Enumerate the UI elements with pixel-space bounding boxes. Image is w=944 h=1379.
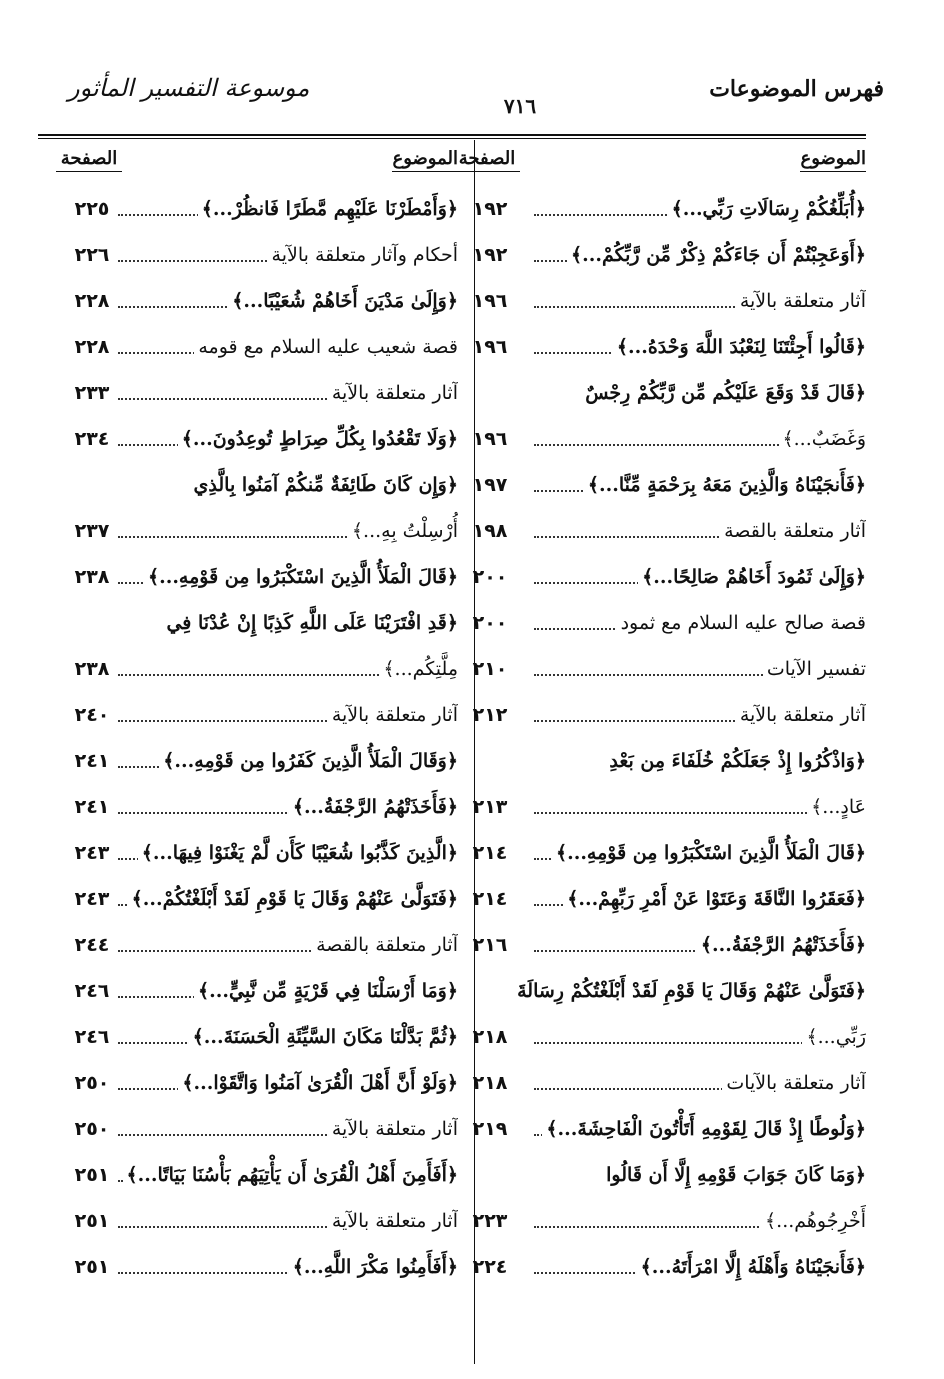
entry-page-number: ٢٢٦ <box>74 244 110 266</box>
entry-topic: ﴿قَالَ الْمَلَأُ الَّذِينَ اسْتَكْبَرُوا مِن قَوْمِهِ...﴾ <box>144 554 458 600</box>
index-entry <box>38 1014 458 1060</box>
entry-topic: ﴿قَالَ قَدْ وَقَعَ عَلَيْكُم مِّن رَّبِّكُمْ رِجْسٌ <box>581 370 866 416</box>
entry-topic: آثار متعلقة بالآية <box>328 1106 458 1152</box>
entry-topic: ﴿وَلَا تَقْعُدُوا بِكُلِّ صِرَاطٍ تُوعِدُونَ...﴾ <box>178 416 458 462</box>
entry-page-number: ٢٤٦ <box>74 1026 110 1048</box>
entry-page-number: ٢٠٠ <box>472 612 508 634</box>
index-entry <box>38 968 458 1014</box>
entry-line <box>38 186 458 232</box>
entry-page-number: ٢٥١ <box>74 1164 110 1186</box>
entry-topic: أُرْسِلْتُ بِهِ...﴾ <box>348 508 458 554</box>
entry-page-number: ٢٤٣ <box>74 842 110 864</box>
header-rule-thin <box>38 138 866 139</box>
index-entry <box>454 370 866 462</box>
entry-line <box>454 462 866 508</box>
entry-page-number: ٢٥١ <box>74 1256 110 1278</box>
entry-topic: وَغَضَبٌ...﴾ <box>779 416 867 462</box>
entry-topic: ﴿أُبَلِّغُكُمْ رِسَالَاتِ رَبِّي...﴾ <box>668 186 866 232</box>
entry-line <box>38 600 458 646</box>
index-entry <box>38 278 458 324</box>
entry-topic: ﴿فَأَخَذَتْهُمُ الرَّجْفَةُ...﴾ <box>697 922 866 968</box>
entry-topic: ﴿وَإِلَىٰ مَدْيَنَ أَخَاهُمْ شُعَيْبًا...﴾ <box>228 278 458 324</box>
index-entry <box>38 876 458 922</box>
index-entry <box>454 692 866 738</box>
entry-line <box>454 278 866 324</box>
entry-line <box>454 784 866 830</box>
index-entry <box>38 186 458 232</box>
entry-page-number: ١٩٦ <box>472 428 508 450</box>
entry-topic: ﴿أَفَأَمِنُوا مَكْرَ اللَّهِ...﴾ <box>289 1244 458 1290</box>
entry-topic: ﴿أَوَعَجِبْتُمْ أَن جَاءَكُمْ ذِكْرٌ مِّن رَّبِّكُمْ...﴾ <box>567 232 866 278</box>
entry-line <box>454 370 866 416</box>
entry-page-number: ٢٣٨ <box>74 566 110 588</box>
entry-topic: ﴿فَأَنجَيْنَاهُ وَالَّذِينَ مَعَهُ بِرَحْمَةٍ مِّنَّا...﴾ <box>584 462 866 508</box>
entry-line <box>454 1106 866 1152</box>
entry-page-number: ٢١٤ <box>472 842 508 864</box>
entry-topic: آثار متعلقة بالآية <box>328 1198 458 1244</box>
entry-topic: ﴿فَتَوَلَّىٰ عَنْهُمْ وَقَالَ يَا قَوْمِ لَقَدْ أَبْلَغْتُكُمْ رِسَالَةَ <box>513 968 866 1014</box>
entry-topic: عَادٍ...﴾ <box>807 784 866 830</box>
entry-line <box>454 1198 866 1244</box>
index-entry <box>38 232 458 278</box>
entry-line <box>38 738 458 784</box>
entry-line <box>454 1152 866 1198</box>
index-entry <box>454 922 866 968</box>
entry-page-number: ٢١٣ <box>472 796 508 818</box>
entry-page-number: ٢٤١ <box>74 750 110 772</box>
index-entry <box>454 830 866 876</box>
entry-page-number: ٢٢٣ <box>472 1210 508 1232</box>
entry-topic: ﴿قَدِ افْتَرَيْنَا عَلَى اللَّهِ كَذِبًا إِنْ عُدْنَا فِي <box>162 600 458 646</box>
entry-line <box>454 876 866 922</box>
entry-line <box>454 1060 866 1106</box>
entry-line <box>38 876 458 922</box>
entry-line <box>454 416 866 462</box>
entry-page-number: ٢١٦ <box>472 934 508 956</box>
entry-topic: ﴿الَّذِينَ كَذَّبُوا شُعَيْبًا كَأَن لَّمْ يَغْنَوْا فِيهَا...﴾ <box>138 830 458 876</box>
left-column <box>38 140 458 1290</box>
entry-topic: تفسير الآيات <box>763 646 866 692</box>
index-entry <box>38 830 458 876</box>
entry-page-number: ٢٢٥ <box>74 198 110 220</box>
entry-topic: آثار متعلقة بالآية <box>736 278 866 324</box>
entry-page-number: ٢١٠ <box>472 658 508 680</box>
entry-page-number: ١٩٨ <box>472 520 508 542</box>
entry-page-number: ٢٤٣ <box>74 888 110 910</box>
entry-page-number: ٢١٨ <box>472 1072 508 1094</box>
entry-line <box>38 370 458 416</box>
index-entry <box>454 1060 866 1106</box>
index-entry <box>454 646 866 692</box>
entry-topic: ﴿فَعَقَرُوا النَّاقَةَ وَعَتَوْا عَنْ أَمْرِ رَبِّهِمْ...﴾ <box>563 876 866 922</box>
entry-page-number: ٢١٨ <box>472 1026 508 1048</box>
entry-line <box>38 508 458 554</box>
entry-line <box>454 922 866 968</box>
entry-page-number: ٢٠٠ <box>472 566 508 588</box>
entry-topic: ﴿وَإِلَىٰ ثَمُودَ أَخَاهُمْ صَالِحًا...﴾ <box>638 554 866 600</box>
index-entry <box>454 1244 866 1290</box>
index-entry <box>454 186 866 232</box>
entry-topic: ﴿وَلَوْ أَنَّ أَهْلَ الْقُرَىٰ آمَنُوا وَاتَّقَوْا...﴾ <box>178 1060 458 1106</box>
entry-topic: ﴿أَفَأَمِنَ أَهْلُ الْقُرَىٰ أَن يَأْتِيَهُم بَأْسُنَا بَيَاتًا...﴾ <box>123 1152 458 1198</box>
column-header <box>454 140 866 186</box>
entry-page-number: ٢١٢ <box>472 704 508 726</box>
entry-topic: ﴿فَأَخَذَتْهُمُ الرَّجْفَةُ...﴾ <box>289 784 458 830</box>
entry-topic: قصة صالح عليه السلام مع ثمود <box>617 600 866 646</box>
header-rule <box>38 134 866 136</box>
entry-topic: آثار متعلقة بالآية <box>328 370 458 416</box>
column-header <box>38 140 458 186</box>
entry-page-number: ٢٣٣ <box>74 382 110 404</box>
entry-line <box>454 692 866 738</box>
entry-page-number: ٢٤١ <box>74 796 110 818</box>
entry-page-number: ٢٥١ <box>74 1210 110 1232</box>
entry-page-number: ٢٤٠ <box>74 704 110 726</box>
entry-topic: ﴿وَمَا أَرْسَلْنَا فِي قَرْيَةٍ مِّن نَّبِيٍّ...﴾ <box>194 968 458 1014</box>
entry-topic: ﴿فَتَوَلَّىٰ عَنْهُمْ وَقَالَ يَا قَوْمِ لَقَدْ أَبْلَغْتُكُمْ...﴾ <box>128 876 458 922</box>
entry-line <box>454 324 866 370</box>
index-entry <box>454 1152 866 1244</box>
index-entry <box>454 738 866 830</box>
index-entry <box>38 738 458 784</box>
index-entry <box>454 508 866 554</box>
right-column <box>454 140 866 1290</box>
entry-topic: رَبِّي...﴾ <box>802 1014 866 1060</box>
page-column-label: الصفحة <box>454 148 520 172</box>
entry-topic: أحكام وآثار متعلقة بالآية <box>268 232 458 278</box>
page-number: ٧١٦ <box>503 94 537 118</box>
entry-topic: آثار متعلقة بالآية <box>328 692 458 738</box>
entry-line <box>38 232 458 278</box>
entry-page-number: ٢٣٤ <box>74 428 110 450</box>
entry-line <box>38 1106 458 1152</box>
entry-page-number: ١٩٧ <box>472 474 508 496</box>
entry-line <box>38 1060 458 1106</box>
entry-line <box>38 922 458 968</box>
entry-line <box>38 554 458 600</box>
index-entry <box>38 784 458 830</box>
entry-line <box>454 186 866 232</box>
entry-line <box>38 1198 458 1244</box>
entry-topic: ﴿ثُمَّ بَدَّلْنَا مَكَانَ السَّيِّئَةِ الْحَسَنَةَ...﴾ <box>189 1014 458 1060</box>
entry-topic: ﴿وَإِن كَانَ طَائِفَةٌ مِّنكُمْ آمَنُوا بِالَّذِي <box>190 462 458 508</box>
entry-line <box>454 508 866 554</box>
entry-line <box>454 830 866 876</box>
entry-line <box>38 416 458 462</box>
index-entry <box>38 554 458 600</box>
entry-page-number: ١٩٢ <box>472 244 508 266</box>
entry-page-number: ٢٤٤ <box>74 934 110 956</box>
index-entry <box>38 462 458 554</box>
entry-topic: ﴿وَمَا كَانَ جَوَابَ قَوْمِهِ إِلَّا أَن قَالُوا <box>602 1152 866 1198</box>
entry-line <box>454 232 866 278</box>
entry-page-number: ٢٢٨ <box>74 290 110 312</box>
index-entry <box>38 1152 458 1198</box>
entry-line <box>38 646 458 692</box>
index-entry <box>38 1060 458 1106</box>
index-entry <box>38 1244 458 1290</box>
entry-topic: ﴿وَأَمْطَرْنَا عَلَيْهِم مَّطَرًا فَانظُرْ...﴾ <box>198 186 458 232</box>
entry-topic: آثار متعلقة بالآيات <box>722 1060 866 1106</box>
entry-page-number: ٢٢٨ <box>74 336 110 358</box>
entry-topic: ﴿وَلُوطًا إِذْ قَالَ لِقَوْمِهِ أَتَأْتُونَ الْفَاحِشَةَ...﴾ <box>542 1106 866 1152</box>
entry-line <box>38 1244 458 1290</box>
index-entry <box>454 554 866 600</box>
entry-topic: ﴿فَأَنجَيْنَاهُ وَأَهْلَهُ إِلَّا امْرَأَتَهُ...﴾ <box>637 1244 866 1290</box>
page-header <box>40 76 884 116</box>
entry-line <box>454 1244 866 1290</box>
entry-topic: مِلَّتِكُم...﴾ <box>379 646 458 692</box>
entry-page-number: ٢٤٦ <box>74 980 110 1002</box>
entry-line <box>38 324 458 370</box>
entry-line <box>38 830 458 876</box>
entry-line <box>38 784 458 830</box>
topic-column-label: الموضوع <box>392 148 458 172</box>
entry-page-number: ٢٢٤ <box>472 1256 508 1278</box>
entry-page-number: ٢١٤ <box>472 888 508 910</box>
page-column-label: الصفحة <box>56 148 122 172</box>
index-entry <box>38 922 458 968</box>
index-entry <box>38 416 458 462</box>
index-entry <box>454 462 866 508</box>
entry-topic: ﴿قَالَ الْمَلَأُ الَّذِينَ اسْتَكْبَرُوا مِن قَوْمِهِ...﴾ <box>552 830 866 876</box>
index-entry <box>454 278 866 324</box>
entry-line <box>454 554 866 600</box>
topic-column-label: الموضوع <box>800 148 866 172</box>
entry-topic: ﴿قَالُوا أَجِئْتَنَا لِنَعْبُدَ اللَّهَ وَحْدَهُ...﴾ <box>613 324 866 370</box>
entry-topic: ﴿وَقَالَ الْمَلَأُ الَّذِينَ كَفَرُوا مِن قَوْمِهِ...﴾ <box>159 738 458 784</box>
entry-line <box>38 968 458 1014</box>
index-entry <box>38 1198 458 1244</box>
entry-page-number: ١٩٢ <box>472 198 508 220</box>
index-entry <box>38 324 458 370</box>
index-entry <box>38 1106 458 1152</box>
index-entry <box>38 600 458 692</box>
entry-page-number: ٢١٩ <box>472 1118 508 1140</box>
index-entry <box>454 1106 866 1152</box>
book-title-logo: موسوعة التفسير المأثور <box>68 74 310 102</box>
index-entry <box>454 600 866 646</box>
entry-page-number: ١٩٦ <box>472 290 508 312</box>
entry-page-number: ٢٣٧ <box>74 520 110 542</box>
entry-line <box>454 600 866 646</box>
section-title: فهرس الموضوعات <box>709 76 884 102</box>
entry-line <box>38 1152 458 1198</box>
index-entry <box>454 324 866 370</box>
entry-line <box>38 1014 458 1060</box>
entry-line <box>454 738 866 784</box>
entry-page-number: ٢٥٠ <box>74 1072 110 1094</box>
entry-line <box>454 646 866 692</box>
index-entry <box>38 692 458 738</box>
entry-topic: قصة شعيب عليه السلام مع قومه <box>194 324 458 370</box>
entry-page-number: ١٩٦ <box>472 336 508 358</box>
index-entry <box>38 370 458 416</box>
index-entry <box>454 876 866 922</box>
entry-topic: أَخْرِجُوهُم...﴾ <box>761 1198 866 1244</box>
entry-topic: ﴿وَاذْكُرُوا إِذْ جَعَلَكُمْ خُلَفَاءَ مِن بَعْدِ <box>605 738 866 784</box>
entry-topic: آثار متعلقة بالقصة <box>720 508 866 554</box>
entry-line <box>454 968 866 1014</box>
entry-topic: آثار متعلقة بالآية <box>736 692 866 738</box>
entry-topic: آثار متعلقة بالقصة <box>312 922 458 968</box>
entry-line <box>38 462 458 508</box>
entry-line <box>38 692 458 738</box>
index-entry <box>454 232 866 278</box>
entry-line <box>454 1014 866 1060</box>
index-entry <box>454 968 866 1060</box>
entry-page-number: ٢٥٠ <box>74 1118 110 1140</box>
entry-line <box>38 278 458 324</box>
entry-page-number: ٢٣٨ <box>74 658 110 680</box>
